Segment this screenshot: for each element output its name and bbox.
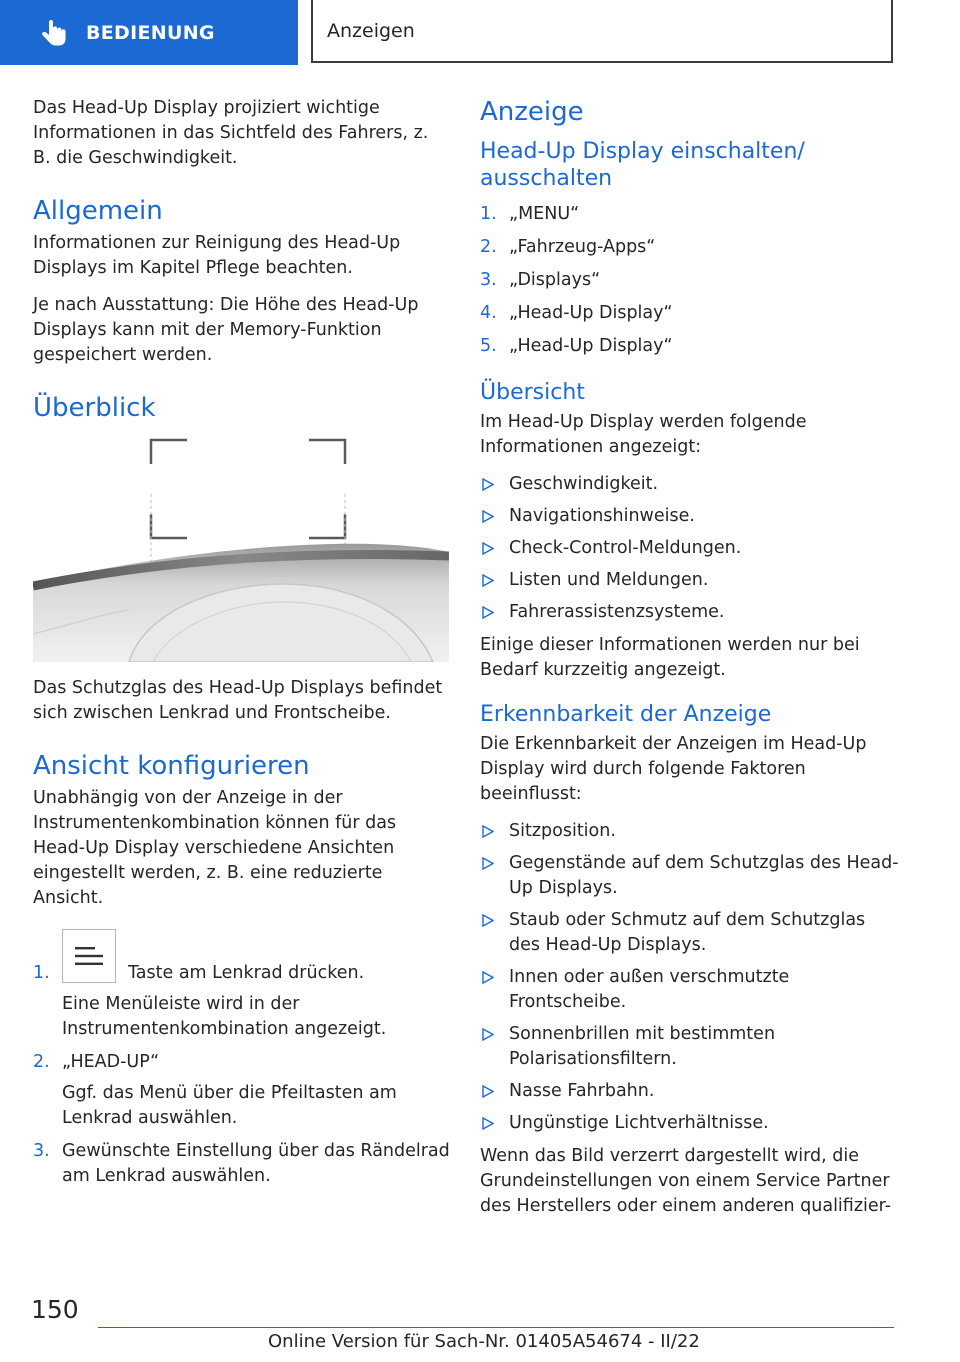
erkennbarkeit-paragraph-2: Wenn das Bild verzerrt dargestellt wird, die Grundeinstellungen von einem Service Partner des Herstellers oder einem anderen qualifizier-	[480, 1146, 892, 1216]
step-text: Taste am Lenkrad drücken.	[128, 963, 365, 983]
erkennbarkeit-paragraph-1: Die Erkennbarkeit der Anzeigen im Head-Up Display wird durch folgende Faktoren beeinflusst:	[480, 734, 867, 804]
right-column	[480, 96, 900, 1231]
step-number: 2.	[33, 1052, 50, 1072]
menu-key-icon	[62, 929, 116, 983]
list-item	[480, 504, 900, 529]
allgemein-paragraph-2: Je nach Ausstattung: Die Höhe des Head-Up Displays kann mit der Memory-Funktion gespeichert werden.	[33, 295, 419, 365]
step-text: Gewünschte Einstellung über das Rändelrad am Lenkrad auswählen.	[62, 1141, 450, 1186]
left-column	[33, 96, 451, 1197]
step-number: 4.	[480, 303, 497, 323]
step-text: „HEAD-UP“	[62, 1052, 160, 1072]
uebersicht-paragraph-1: Im Head-Up Display werden folgende Informationen angezeigt:	[480, 412, 807, 457]
triangle-right-icon	[482, 1117, 494, 1130]
ansicht-paragraph: Unabhängig von der Anzeige in der Instrumentenkombination können für das Head-Up Display verschiedene Ansichten eingestellt werden, z. B. eine reduzierte Ansicht.	[33, 788, 397, 908]
hand-pointer-icon	[34, 13, 74, 53]
list-item	[480, 1079, 900, 1104]
step-text: „Fahrzeug-Apps“	[509, 237, 656, 257]
list-item-text: Staub oder Schmutz auf dem Schutzglas des Head-Up Displays.	[509, 910, 866, 955]
step-number: 5.	[480, 336, 497, 356]
list-item	[33, 1139, 451, 1189]
uebersicht-paragraph-2: Einige dieser Informationen werden nur bei Bedarf kurzzeitig angezeigt.	[480, 635, 860, 680]
list-item	[480, 851, 900, 901]
heading-allgemein: Allgemein	[33, 196, 163, 226]
anzeige-steps	[480, 202, 900, 359]
ueberblick-caption: Das Schutzglas des Head-Up Displays befindet sich zwischen Lenkrad und Frontscheibe.	[33, 678, 443, 723]
triangle-right-icon	[482, 1085, 494, 1098]
allgemein-paragraph-1: Informationen zur Reinigung des Head-Up Displays im Kapitel Pflege beachten.	[33, 233, 401, 278]
list-item	[480, 536, 900, 561]
triangle-right-icon	[482, 574, 494, 587]
ansicht-steps	[33, 929, 451, 1189]
step-number: 1.	[33, 963, 50, 983]
chapter-label: Anzeigen	[327, 19, 415, 42]
step-text: „MENU“	[509, 204, 580, 224]
list-item	[480, 472, 900, 497]
intro-paragraph: Das Head-Up Display projiziert wichtige Informationen in das Sichtfeld des Fahrers, z. B. die Geschwindigkeit.	[33, 98, 429, 168]
list-item	[480, 819, 900, 844]
list-item	[480, 600, 900, 625]
step-number: 3.	[480, 270, 497, 290]
step-text: „Displays“	[509, 270, 601, 290]
step-text: „Head-Up Display“	[509, 303, 673, 323]
heading-ansicht-konfigurieren: Ansicht konfigurieren	[33, 751, 310, 781]
heading-hud-einschalten: Head-Up Display einschalten/ ausschalten	[480, 139, 805, 191]
triangle-right-icon	[482, 1028, 494, 1041]
list-item	[33, 929, 451, 1042]
footer-divider	[98, 1327, 894, 1328]
step-subtext: Eine Menüleiste wird in der Instrumentenkombination angezeigt.	[62, 994, 387, 1039]
list-item	[33, 1050, 451, 1131]
page-number: 150	[31, 1295, 79, 1324]
list-item	[480, 568, 900, 593]
step-number: 2.	[480, 237, 497, 257]
hud-overview-figure	[33, 434, 449, 662]
uebersicht-list	[480, 472, 900, 625]
triangle-right-icon	[482, 825, 494, 838]
section-label: BEDIENUNG	[86, 21, 215, 44]
chapter-header	[311, 0, 893, 63]
heading-anzeige: Anzeige	[480, 97, 584, 127]
heading-ueberblick: Überblick	[33, 393, 156, 423]
heading-erkennbarkeit: Erkennbarkeit der Anzeige	[480, 702, 772, 727]
list-item-text: Sonnenbrillen mit bestimmten Polarisationsfiltern.	[509, 1024, 776, 1069]
triangle-right-icon	[482, 478, 494, 491]
list-item	[480, 965, 900, 1015]
step-text: „Head-Up Display“	[509, 336, 673, 356]
list-item-text: Fahrerassistenzsysteme.	[509, 602, 725, 622]
list-item-text: Innen oder außen verschmutzte Frontscheibe.	[509, 967, 790, 1012]
list-item-text: Sitzposition.	[509, 821, 616, 841]
list-item	[480, 268, 900, 293]
triangle-right-icon	[482, 542, 494, 555]
section-tab	[0, 0, 298, 65]
list-item	[480, 908, 900, 958]
list-item	[480, 1022, 900, 1072]
list-item	[480, 235, 900, 260]
list-item	[480, 202, 900, 227]
triangle-right-icon	[482, 971, 494, 984]
list-item-text: Nasse Fahrbahn.	[509, 1081, 655, 1101]
list-item	[480, 1111, 900, 1136]
list-item-text: Geschwindigkeit.	[509, 474, 659, 494]
triangle-right-icon	[482, 857, 494, 870]
triangle-right-icon	[482, 914, 494, 927]
list-item-text: Gegenstände auf dem Schutzglas des Head-Up Displays.	[509, 853, 899, 898]
step-number: 1.	[480, 204, 497, 224]
step-subtext: Ggf. das Menü über die Pfeiltasten am Lenkrad auswählen.	[62, 1083, 397, 1128]
heading-uebersicht: Übersicht	[480, 380, 585, 405]
list-item-text: Listen und Meldungen.	[509, 570, 709, 590]
list-item	[480, 334, 900, 359]
menu-lines-icon	[72, 944, 106, 968]
list-item-text: Ungünstige Lichtverhältnisse.	[509, 1113, 769, 1133]
hud-overview-illustration	[33, 434, 449, 662]
triangle-right-icon	[482, 606, 494, 619]
online-version-note: Online Version für Sach-Nr. 01405A54674 - II/22	[268, 1331, 700, 1352]
list-item	[480, 301, 900, 326]
step-number: 3.	[33, 1141, 50, 1161]
erkennbarkeit-list	[480, 819, 900, 1136]
list-item-text: Navigationshinweise.	[509, 506, 695, 526]
triangle-right-icon	[482, 510, 494, 523]
list-item-text: Check-Control-Meldungen.	[509, 538, 742, 558]
